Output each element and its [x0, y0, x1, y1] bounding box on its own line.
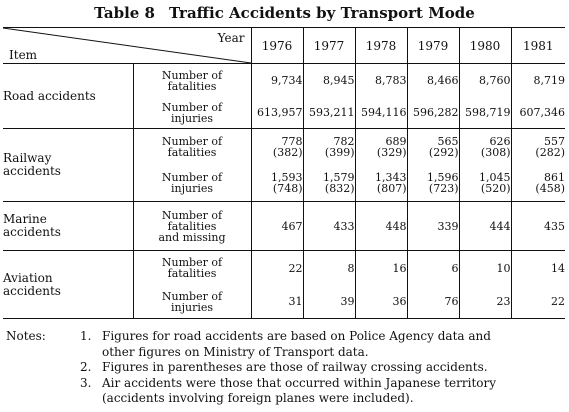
- sub-label-fatalities: [133, 129, 251, 166]
- value-cell: 16: [355, 251, 407, 286]
- value-paren: (382): [272, 146, 303, 159]
- sub-label-line: fatalities: [167, 267, 217, 280]
- value-cell: 339: [407, 202, 459, 251]
- value-cell: 448: [355, 202, 407, 251]
- value-cell: [459, 129, 511, 166]
- value-cell: [511, 165, 565, 202]
- value-paren: (292): [428, 146, 459, 159]
- value-cell: 6: [407, 251, 459, 286]
- value-main: 1,343: [375, 171, 407, 184]
- year-header: Year: [217, 31, 245, 45]
- value-cell: 467: [251, 202, 303, 251]
- value-cell: 8: [303, 251, 355, 286]
- value-cell: [251, 165, 303, 202]
- sub-label-injuries: [133, 97, 251, 129]
- value-cell: 613,957: [251, 97, 303, 129]
- sub-label-line: Number of: [161, 171, 223, 184]
- value-cell: 433: [303, 202, 355, 251]
- header-corner: [3, 28, 251, 64]
- row-label-line: Road accidents: [3, 88, 96, 103]
- value-main: 626: [489, 135, 511, 148]
- header-row: [3, 28, 565, 64]
- row-label-line: Marine: [3, 212, 47, 226]
- value-cell: [303, 165, 355, 202]
- value-cell: [459, 165, 511, 202]
- value-paren: (458): [535, 182, 565, 195]
- value-cell: 596,282: [407, 97, 459, 129]
- table-title: [0, 4, 569, 22]
- accidents-table: [3, 27, 565, 319]
- sub-label-line: Number of: [161, 100, 223, 114]
- value-cell: 22: [511, 285, 565, 319]
- note-text: Figures for road accidents are based on Police Agency data and: [102, 329, 491, 343]
- sub-label-line: fatalities: [167, 219, 217, 233]
- value-cell: 8,719: [511, 64, 565, 98]
- value-paren: (308): [480, 146, 511, 159]
- value-cell: 31: [251, 285, 303, 319]
- sub-label-injuries: [133, 285, 251, 319]
- value-cell: [355, 129, 407, 166]
- table-row: [3, 251, 565, 286]
- value-cell: 8,760: [459, 64, 511, 98]
- sub-label-line: injuries: [170, 182, 214, 195]
- row-label-aviation: [3, 251, 133, 319]
- value-main: 1,045: [479, 171, 511, 184]
- year-header-cell: 1978: [355, 28, 407, 64]
- item-header: Item: [9, 48, 38, 62]
- value-cell: 22: [251, 251, 303, 286]
- value-cell: [407, 129, 459, 166]
- value-cell: 8,783: [355, 64, 407, 98]
- value-cell: 435: [511, 202, 565, 251]
- sub-label-line: fatalities: [167, 146, 217, 159]
- note-number: 3.: [80, 375, 92, 390]
- sub-label-fatalities: [133, 251, 251, 286]
- value-cell: 8,466: [407, 64, 459, 98]
- value-cell: 9,734: [251, 64, 303, 98]
- value-paren: (748): [272, 182, 303, 195]
- sub-label-line: and missing: [158, 230, 226, 244]
- year-header-cell: 1976: [251, 28, 303, 64]
- value-cell: [303, 129, 355, 166]
- table-row: [3, 202, 565, 251]
- sub-label-line: Number of: [161, 289, 223, 303]
- sub-label-line: Number of: [161, 68, 223, 82]
- value-cell: [355, 165, 407, 202]
- sub-label-line: fatalities: [167, 79, 217, 93]
- value-main: 1,593: [271, 171, 303, 184]
- value-cell: [511, 129, 565, 166]
- value-main: 861: [544, 171, 565, 184]
- value-paren: (282): [535, 146, 565, 159]
- table-number: Table 8: [94, 4, 155, 22]
- year-header-cell: 1980: [459, 28, 511, 64]
- value-cell: [251, 129, 303, 166]
- value-paren: (399): [324, 146, 355, 159]
- value-paren: (329): [376, 146, 407, 159]
- sub-label-line: Number of: [161, 208, 223, 222]
- row-label-line: accidents: [3, 225, 61, 239]
- value-paren: (723): [428, 182, 459, 195]
- sub-label-line: injuries: [170, 111, 214, 125]
- table-notes: [6, 329, 564, 407]
- value-cell: 10: [459, 251, 511, 286]
- value-cell: 14: [511, 251, 565, 286]
- value-main: 1,596: [427, 171, 459, 184]
- value-main: 689: [385, 135, 407, 148]
- row-label-line: Aviation: [3, 270, 53, 285]
- row-label-railway: [3, 129, 133, 202]
- year-header-cell: 1981: [511, 28, 565, 64]
- value-main: 565: [437, 135, 459, 148]
- value-cell: 593,211: [303, 97, 355, 129]
- note-number: 1.: [80, 329, 92, 343]
- value-main: 782: [333, 135, 355, 148]
- row-label-line: accidents: [3, 164, 61, 178]
- table-row: [3, 129, 565, 166]
- note-line: [6, 329, 564, 345]
- sub-label-fatalities-missing: [133, 202, 251, 251]
- value-cell: 39: [303, 285, 355, 319]
- row-label-line: accidents: [3, 283, 61, 298]
- table-caption: Traffic Accidents by Transport Mode: [168, 4, 475, 22]
- value-cell: 23: [459, 285, 511, 319]
- value-main: 1,579: [323, 171, 355, 184]
- row-label-road: [3, 64, 133, 129]
- value-main: 778: [281, 135, 303, 148]
- note-text: Air accidents were those that occurred within Japanese territory: [102, 375, 497, 390]
- note-text: (accidents involving foreign planes were included).: [102, 391, 414, 405]
- note-text: Figures in parentheses are those of railway crossing accidents.: [102, 360, 488, 374]
- note-text: other figures on Ministry of Transport data.: [102, 344, 369, 359]
- sub-label-line: Number of: [161, 135, 223, 148]
- note-number: 2.: [80, 360, 92, 374]
- notes-label: Notes:: [6, 329, 46, 343]
- value-cell: 594,116: [355, 97, 407, 129]
- sub-label-injuries: [133, 165, 251, 202]
- value-cell: 444: [459, 202, 511, 251]
- table-row: [3, 64, 565, 98]
- note-line: [6, 345, 564, 361]
- corner-diagonal: [3, 28, 251, 63]
- note-line: [6, 360, 564, 376]
- value-paren: (807): [376, 182, 407, 195]
- value-cell: 607,346: [511, 97, 565, 129]
- sub-label-fatalities: [133, 64, 251, 98]
- sub-label-line: injuries: [170, 300, 214, 314]
- value-cell: 36: [355, 285, 407, 319]
- sub-label-line: Number of: [161, 256, 223, 269]
- value-cell: [407, 165, 459, 202]
- value-paren: (520): [480, 182, 511, 195]
- year-header-cell: 1979: [407, 28, 459, 64]
- note-line: [6, 391, 564, 407]
- value-cell: 76: [407, 285, 459, 319]
- value-cell: 8,945: [303, 64, 355, 98]
- value-cell: 598,719: [459, 97, 511, 129]
- value-main: 557: [544, 135, 565, 148]
- year-header-cell: 1977: [303, 28, 355, 64]
- row-label-line: Railway: [3, 151, 52, 165]
- row-label-marine: [3, 202, 133, 251]
- value-paren: (832): [324, 182, 355, 195]
- note-line: [6, 376, 564, 392]
